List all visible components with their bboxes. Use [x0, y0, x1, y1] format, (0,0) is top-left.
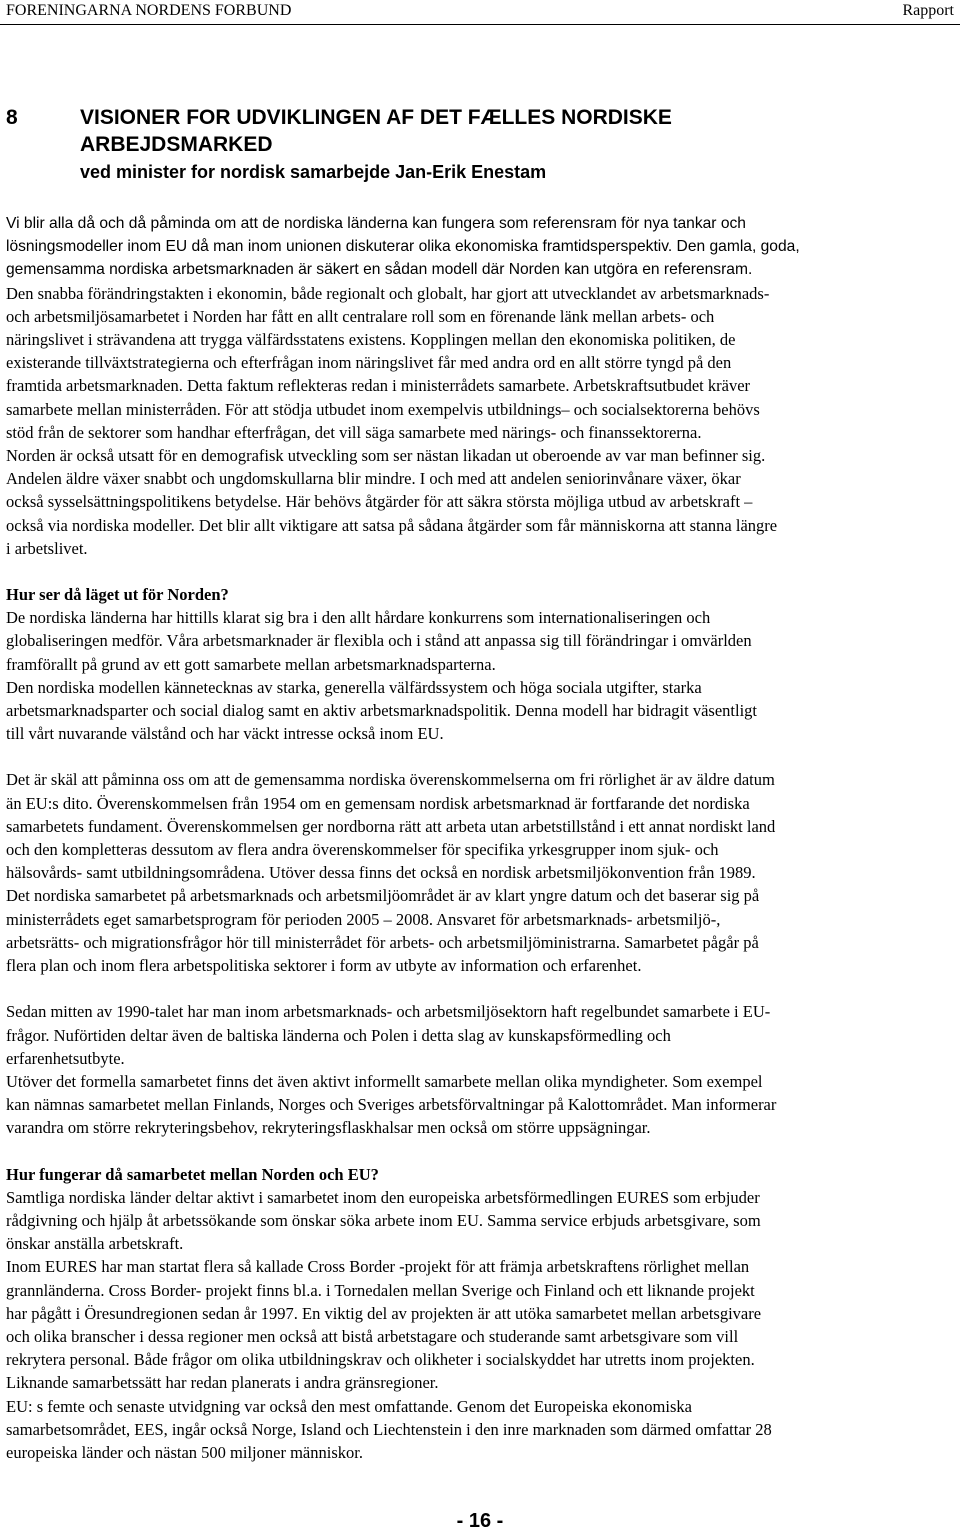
section2-paragraph1: Samtliga nordiska länder deltar aktivt i samarbetet inom den europeiska arbetsförmedlingen EURES som erbjuder rådgivning och hjälp åt arbetssökande som önskar söka arbete inom EU. Samma service erbjuds arbetsgivare, som önskar anställa arbetskraft. Inom EURES har man startat flera så kallade Cross Border -projekt för att främja arbetskraftens rörlighet mellan grannländerna. Cross Border- projekt finns bl.a. i Tornedalen mellan Sverige och Finland och ett liknande projekt har pågått i Öresundregionen sedan år 1997. En viktig del av projekten är att utöka samarbetet mellan arbetsgivare och olika branscher i dessa regioner men också att bistå arbetstagare och studerande samt arbetsgivare som vill rekrytera personal. Både frågor om olika utbildningskrav och olikheter i socialskyddet har utretts inom projekten. Liknande samarbetssätt har redan planerats i andra gränsregioner. EU: s femte och senaste utvidgning var också den mest omfattande. Genom det Europeiska ekonomiska samarbetsområdet, EES, ingår också Norge, Island och Liechtenstein i den inre marknaden som därmed omfattar 28 europeiska länder och nästan 500 miljoner människor.: [6, 1187, 772, 1462]
section2-title: Hur fungerar då samarbetet mellan Norden och EU?: [6, 1164, 379, 1184]
page-header: [0, 0, 960, 25]
chapter-title-line2: ARBEJDSMARKED: [80, 133, 273, 156]
section1-title: Hur ser då läget ut för Norden?: [6, 585, 229, 605]
spacer: [6, 977, 956, 1000]
chapter-title-line1: VISIONER FOR UDVIKLINGEN AF DET FÆLLES NORDISKE: [80, 106, 672, 129]
page-number: - 16 -: [456, 1510, 504, 1532]
document-body: [6, 212, 956, 1464]
section1-paragraph3: Sedan mitten av 1990-talet har man inom arbetsmarknads- och arbetsmiljösektorn haft regelbundet samarbete i EU- frågor. Nuförtiden deltar även de baltiska länderna och Polen i detta slag av kunskapsförmedling och erfarenhetsutbyte. Utöver det formella samarbetet finns det även aktivt informellt samarbete mellan olika myndigheter. Som exempel kan nämnas samarbetet mellan Finlands, Norges och Sveriges arbetsförvaltningar på Kalottområdet. Man informerar varandra om större rekryteringsbehov, rekryteringsflaskhalsar men också om större uppsägningar.: [6, 1002, 777, 1138]
chapter-subtitle: ved minister for nordisk samarbejde Jan-Erik Enestam: [80, 162, 547, 182]
header-doc-type: Rapport: [902, 2, 954, 19]
section1-paragraph1: De nordiska länderna har hittills klarat sig bra i den allt hårdare konkurrens som internationaliseringen och globaliseringen medför. Våra arbetsmarknader är flexibla och i stånd att anpassa sig till förändringar i omvärlden framförallt på grund av ett gott samarbete mellan arbetsmarknadsparterna. Den nordiska modellen kännetecknas av starka, generella välfärdssystem och höga sociala utgifter, starka arbetsmarknadsparter och social dialog samt en aktiv arbetsmarknadspolitik. Denna modell har bidragit väsentligt till vårt nuvarande välstånd och har väckt intresse också inom EU.: [6, 608, 757, 744]
spacer: [6, 560, 956, 583]
chapter-number: 8: [6, 106, 18, 129]
spacer: [6, 745, 956, 768]
intro-paragraph-sans: Vi blir alla då och då påminda om att de nordiska länderna kan fungera som referensram för nya tankar och lösningsmodeller inom EU då man inom unionen diskuterar olika ekonomiska framtidsperspektiv. Den gamla, goda, gemensamma nordiska arbetsmarknaden är säkert en sådan modell där Norden kan utgöra en referensram.: [6, 215, 800, 279]
chapter-heading: [6, 104, 946, 184]
section1-paragraph2: Det är skäl att påminna oss om att de gemensamma nordiska överenskommelserna om fri rörlighet är av äldre datum än EU:s dito. Överenskommelsen från 1954 om en gemensam nordisk arbetsmarknad är fortfarande det nordiska samarbetets fundament. Överenskommelsen ger nordborna rätt att arbeta utan arbetstillstånd i ett annat nordiskt land och den kompletteras dessutom av flera andra överenskommelser för specifika yrkesgrupper inom sjuk- och hälsovårds- samt utbildningsområdena. Utöver dessa finns det också en nordisk arbetsmiljökonvention från 1989. Det nordiska samarbetet på arbetsmarknads och arbetsmiljöområdet är av klart yngre datum och det baserar sig på ministerrådets eget samarbetsprogram för perioden 2005 – 2008. Ansvaret för arbetsmarknads- arbetsmiljö-, arbetsrätts- och migrationsfrågor hör till ministerrådet för arbets- och arbetsmiljöministrarna. Samarbetet pågår på flera plan och inom flera arbetspolitiska sektorer i form av utbyte av information och erfarenhet.: [6, 770, 776, 976]
spacer: [6, 1140, 956, 1163]
intro-paragraph: Den snabba förändringstakten i ekonomin, både regionalt och globalt, har gjort att utvecklandet av arbetsmarknads- och arbetsmiljösamarbetet i Norden har fått en allt centralare roll som en förenande länk mellan arbets- och näringslivet i strävandena att trygga välfärdsstatens existens. Kopplingen mellan den ekonomiska politiken, de existerande tillväxtstrategierna och efterfrågan inom näringslivet får med andra ord en allt större tyngd på den framtida arbetsmarknaden. Detta faktum reflekteras redan i ministerrådets samarbete. Arbetskraftsutbudet kräver samarbete mellan ministerråden. För att stödja utbudet inom exempelvis utbildnings– och socialsektorerna behövs stöd från de sektorer som handhar efterfrågan, det vill säga samarbete med närings- och finanssektorerna. Norden är också utsatt för en demografisk utveckling som ser nästan likadan ut oberoende av var man befinner sig. Andelen äldre växer snabbt och ungdomskullarna blir mindre. I och med att andelen seniorinvånare växer, ökar också sysselsättningspolitikens betydelse. Här behövs åtgärder för att säkra största möjliga utbud av arbetskraft – också via nordiska modeller. Det blir allt viktigare att satsa på sådana åtgärder som får människorna att stanna längre i arbetslivet.: [6, 283, 778, 558]
header-organization: FORENINGARNA NORDENS FORBUND: [6, 2, 292, 19]
